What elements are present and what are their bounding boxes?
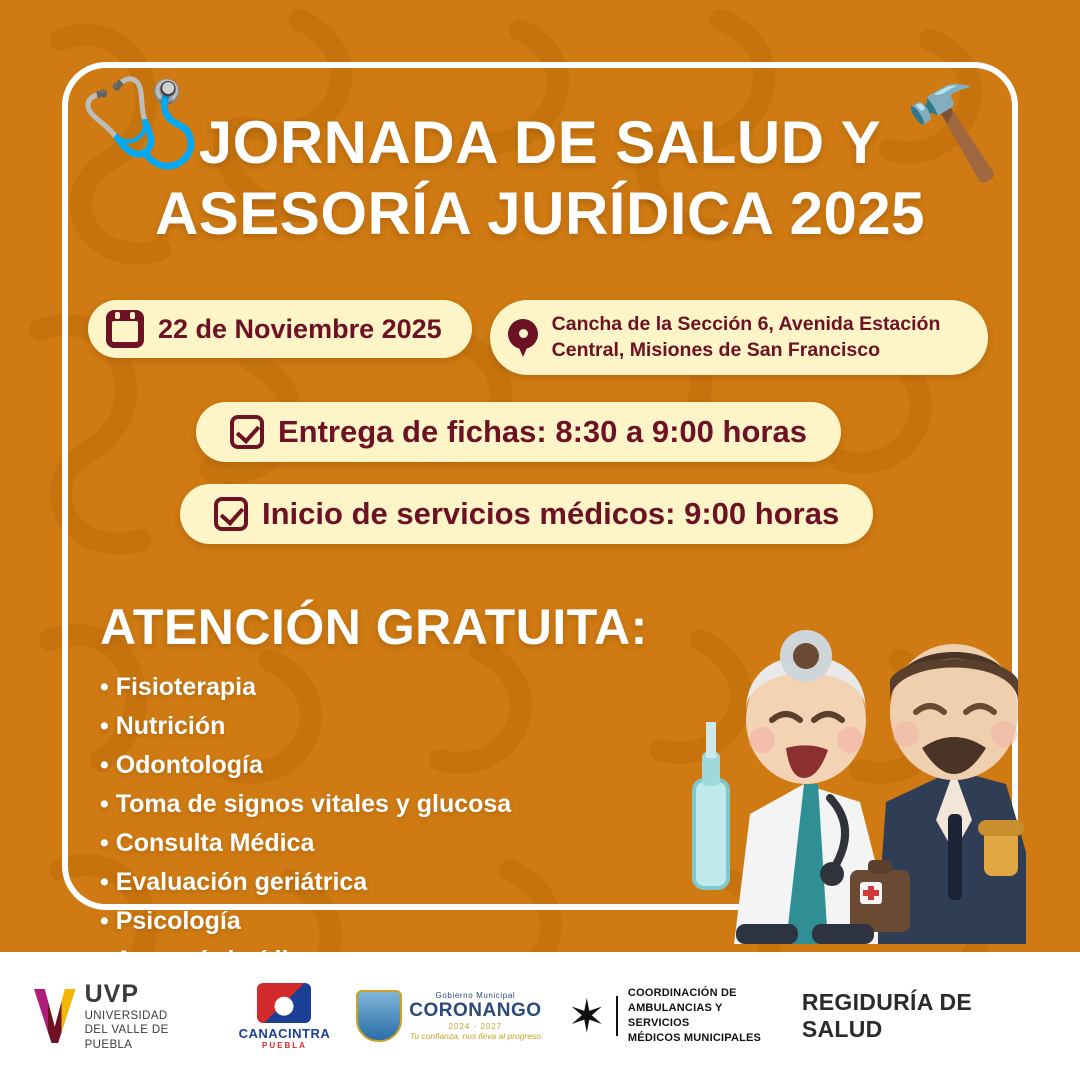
ambulancias-line-2: AMBULANCIAS Y SERVICIOS [627,1002,723,1029]
services-list [100,668,511,980]
star-of-life-icon: ✶ [567,990,607,1042]
coronango-name: CORONANGO [409,1000,542,1021]
canacintra-name: CANACINTRA [238,1025,331,1041]
list-item: • Nutrición [100,707,511,746]
fichas-pill [196,402,841,462]
inicio-text: Inicio de servicios médicos: 9:00 horas [262,496,840,531]
coronango-logo [356,990,541,1042]
place-line-2: Central, Misiones de San Francisco [551,338,881,361]
title-line-1: JORNADA DE SALUD Y [198,109,882,176]
checkbox-icon [230,415,264,449]
coronango-years: 2024 - 2027 [448,1022,503,1031]
calendar-icon [106,310,144,348]
uvp-line-1: UNIVERSIDAD [84,1009,168,1022]
regiduria-label: REGIDURÍA DE SALUD [801,989,973,1042]
coronango-top: Gobierno Municipal [435,991,516,1000]
list-item: • Evaluación geriátrica [100,863,511,902]
services-heading: ATENCIÓN GRATUITA: [100,599,648,655]
ambulancias-line-1: COORDINACIÓN DE [627,987,737,1000]
title-block [62,63,1018,250]
fichas-text: Entrega de fichas: 8:30 a 9:00 horas [278,414,807,449]
date-pill [88,300,472,358]
stethoscope-icon: 🩺 [74,63,208,187]
doctor-and-lawyer-illustration [654,552,1044,952]
checkbox-icon [214,497,248,531]
map-pin-icon [508,319,538,357]
canacintra-sub: PUEBLA [262,1040,307,1050]
uvp-line-2: DEL VALLE DE PUEBLA [84,1024,169,1051]
ambulancias-logo [568,986,776,1045]
uvp-name: UVP [84,979,139,1008]
title-line-2: ASESORÍA JURÍDICA 2025 [154,179,926,247]
date-text: 22 de Noviembre 2025 [158,313,442,344]
list-item: • Odontología [100,746,511,785]
uvp-logo [34,980,213,1052]
canacintra-logo [239,983,331,1050]
gavel-icon: 🔨 [893,74,1016,188]
divider [616,996,618,1036]
list-item: • Psicología [100,902,511,941]
uvp-mark-icon [34,989,76,1043]
place-text [552,312,941,363]
place-line-1: Cancha de la Sección 6, Avenida Estación [551,313,941,335]
list-item: • Fisioterapia [100,668,511,707]
place-pill [490,300,988,375]
coronango-shield-icon [356,990,402,1042]
ambulancias-line-3: MÉDICOS MUNICIPALES [627,1031,762,1044]
list-item: • Toma de signos vitales y glucosa [100,785,511,824]
footer-logos [0,952,1080,1080]
coronango-slogan: Tu confianza, nos lleva al progreso [409,1031,541,1041]
date-place-row [88,300,988,375]
canacintra-mark-icon [257,983,311,1023]
inicio-servicios-pill [180,484,873,544]
list-item: • Consulta Médica [100,824,511,863]
